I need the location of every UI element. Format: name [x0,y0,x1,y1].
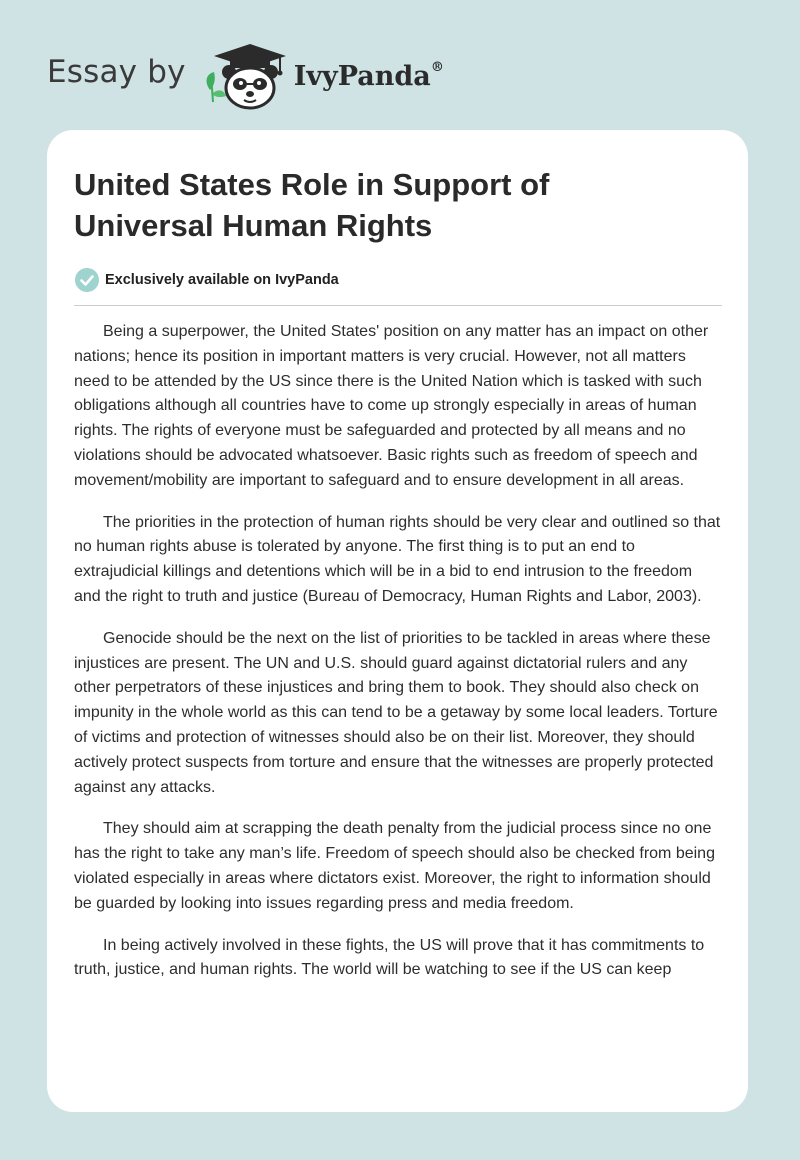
divider [74,305,722,306]
paragraph: The priorities in the protection of human rights should be very clear and outlined so that no human rights abuse is tolerated by anyone. The first thing is to put an end to extrajudicial killings and detentions which will be in a bid to end intrusion to the freedom and the right to truth and justice (Bureau of Democracy, Human Rights and Labor, 2003). [74,513,721,605]
essay-card [47,130,748,1112]
brand-name: IvyPanda [293,61,431,92]
exclusive-label: Exclusively available on IvyPanda [105,272,339,288]
trademark-symbol: ® [430,60,444,75]
site-header [47,38,444,110]
paragraph: They should aim at scrapping the death penalty from the judicial process since no one has the right to take any man’s life. Freedom of speech should also be checked from being violated especially in areas where dictators exist. Moreover, the right to information should be guarded by looking into issues regarding press and media freedom. [74,820,715,912]
check-circle-icon [74,267,100,293]
panda-graduate-icon[interactable] [200,38,290,110]
essay-title: United States Role in Support of Universal Human Rights [74,167,550,243]
paragraph: In being actively involved in these fights, the US will prove that it has commitments to truth, justice, and human rights. The world will be watching to see if the US can keep [74,936,705,979]
exclusive-badge [74,267,722,293]
essay-body [74,320,722,983]
paragraph: Being a superpower, the United States' position on any matter has an impact on other nations; hence its position in important matters is very crucial. However, not all matters need to be attended by the US since there is the United Nation which is tasked with such obligations although all countries have to come up strongly especially in areas of human rights. The rights of everyone must be safeguarded and protected by all means and no violations should be advocated whatsoever. Basic rights such as freedom of speech and movement/mobility are important to safeguard and to ensure development in all areas. [74,323,709,489]
brand-logo-text[interactable] [294,60,444,92]
paragraph: Genocide should be the next on the list of priorities to be tackled in areas where these injustices are present. The UN and U.S. should guard against dictatorial rulers and any other perpetrators of these injustices and bring them to book. They should also check on impunity in the whole world as this can tend to be a getaway by some local leaders. Torture of victims and protection of witnesses should also be on their list. Moreover, they should actively protect suspects from torture and ensure that the witnesses are properly protected against any attacks. [74,629,718,796]
essay-by-label: Essay by [47,54,186,90]
